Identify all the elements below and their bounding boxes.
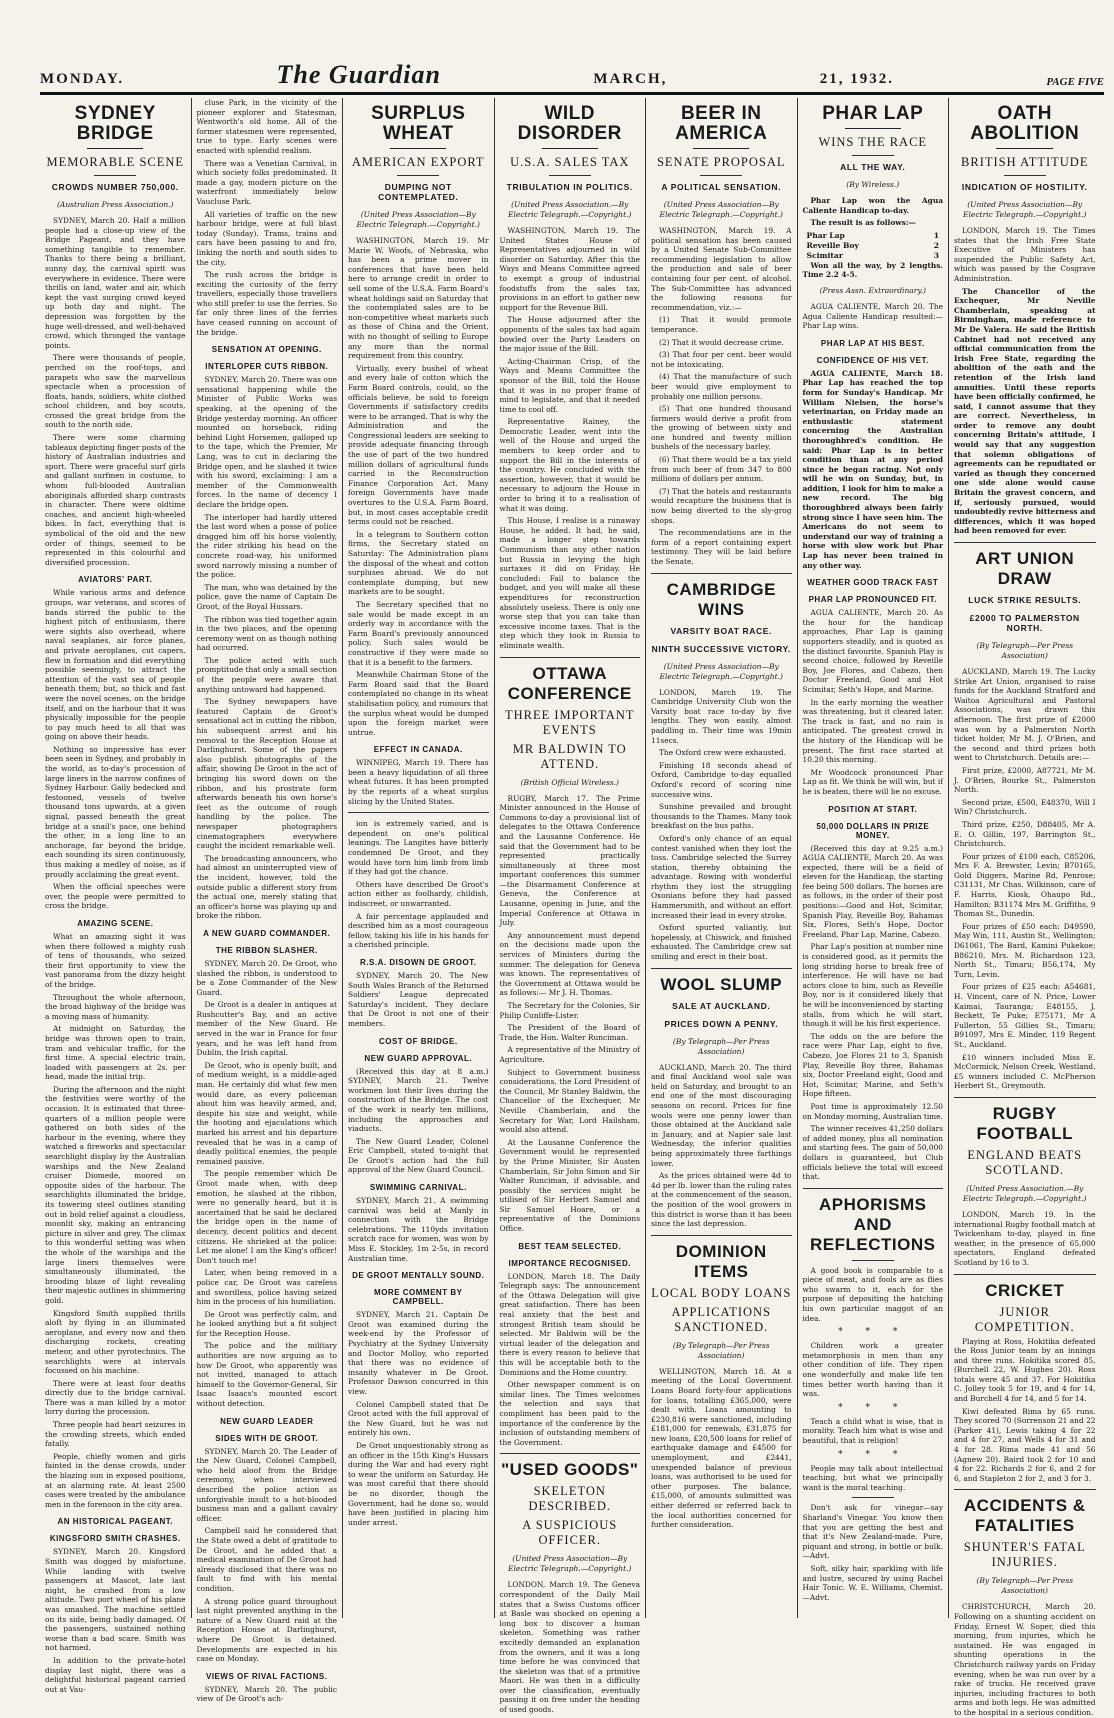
article-paragraph: Post time is approximately 12.50 on Monday morning, Australian time. — [802, 1101, 943, 1121]
article-paragraph: The man, who was detained by the police, gave the name of Captain De Groot, of the Royal Hussars. — [196, 582, 337, 611]
article-paragraph: A representative of the Ministry of Agriculture. — [499, 1045, 640, 1064]
divider — [390, 148, 446, 149]
article-paragraph: Others have described De Groot's action either as foolhardy, childish, indiscreet, or unwarranted. — [348, 879, 489, 908]
article-paragraph: SYDNEY, March 20. Kingsford Smith was dogged by misfortune. While landing with twelve passengers at Mascot, late last night, he crashed from a low altitude. Two port wheel of his plane was smashed. The machine settled on its side, being badly damaged. Of the passengers, sustained nothing worse than a bad scare. Smith was not harmed. — [45, 1547, 186, 1653]
article-paragraph: WASHINGTON, March 19. A political sensation has been caused by a United Senate Sub-Committee recommending legislation to allow the production and sale of beer containing four per cent. of alcohol. The Sub-Committee has advanced the following reasons for recommendation, viz.:— — [651, 226, 792, 312]
article-paragraph: A good book is comparable to a piece of meat, and fools are as flies who swarm to it, each for the purpose of depositing the hatching his own particular maggot of an idea. — [802, 1265, 943, 1323]
article-paragraph: The ribbon was tied together again in the two places, and the opening ceremony went on as though nothing had occurred. — [196, 614, 337, 653]
section-stars: * * * — [838, 1327, 908, 1338]
article-paragraph: De Groot was perfectly calm, and he looked anything but a fit subject for the Reception House. — [196, 1309, 337, 1338]
headline-art-union-draw: ART UNION DRAW — [975, 549, 1075, 588]
article-paragraph: The recommendations are in the form of a report containing expert testimony. They will be laid before the Senate. — [651, 528, 792, 566]
divider — [693, 148, 749, 149]
article-paragraph: Finishing 18 seconds ahead of Oxford, Cambridge to-day equalled Oxford's record of scoring nine successive wins. — [651, 760, 792, 799]
article-paragraph: LONDON, March 19. The Times states that the Irish Free State Executive of Ministers has suspended the Public Safety Act, which was passed by the Cosgrave Administration. — [954, 226, 1096, 283]
article-paragraph: The Chancellor of the Exchequer, Mr Neville Chamberlain, speaking at Birmingham, made reference to Mr De Valera. He said the British Cabinet had not received any official communication from the Irish Free State, regarding the abolition of the oath and the retention of the Irish land annuities. Until these reports have been officially confirmed, he said, I cannot assume that they are correct. Nevertheless, in order to remove any doubt concerning Britain's attitude, I would say that any suggestion that solemn obligations of agreements can be repudiated or varied as though they concerned one side alone would cause Britain the gravest concern, and if, seriously pursued, would undoubtedly revive bitterness and differences, which it was hoped had been removed for ever. — [954, 286, 1096, 536]
divider — [542, 148, 598, 149]
article-paragraph: LONDON, March 18. The Daily Telegraph says: The announcement of the Ottawa Delegation will give great satisfaction. There has been real anxiety that the best and strongest British team should be selected. Mr Baldwin will be the virtual leader of the delegation and there is every reason to believe that this will be acceptable both to the Dominions and the Home country. — [499, 1271, 640, 1377]
masthead-month: MARCH, — [593, 71, 668, 87]
credit-line: (United Press Association—By Electric Telegraph.—Copyright.) — [659, 661, 783, 681]
article-paragraph: During the afternoon and the night the festivities were worthy of the occasion. It is estimated that three-quarters of a million people were gathered on both sides of the harbour in the evening, where they watched a fireworks and spectacular searchlight display by the Australian warships and the New Zealand cruiser Diomede, moored on opposite sides of the harbour. The searchlights illuminated the bridge, its towering steel outlines standing out in bold relief against a cloudless, moonlit sky, making an entrancing picture in silver and grey. The climax to this wonderful setting was when the whole of the warships and the large liners themselves were simultaneously illuminated, the brooding blaze of light revealing their majestic outlines in shimmering gold. — [45, 1084, 186, 1305]
article-paragraph: The Secretary specified that no sale would be made except in an orderly way in accordance with the Farm Board's previously announced policy. Such sales would be constructive if they were made so that it is a benefit to the farmers. — [348, 599, 489, 667]
article-paragraph: (6) That there would be a tax yield from such beer of from 347 to 800 millions of dollars per annum. — [651, 455, 792, 484]
article-paragraph: SYDNEY, March 21. Captain De Groot was examined during the week-end by the Professor of Psychiatry at the Sydney University and Doctor Molloy, who reported that there was no evidence of insanity whatever in De Groot. Professor Dawson concurred in this view. — [348, 1310, 489, 1396]
article-paragraph: ion is extremely varied, and is dependent on one's political leanings. The Langites have bitterly condemned De Groot, and they would have torn him limb from limb if they had got the chance. — [348, 819, 489, 877]
article-paragraph: At midnight on Saturday, the bridge was thrown open to train, tram and vehicular traffic, for the first time. A special electric train, loaded with passengers at 2s. per head, made the initial trip. — [45, 1024, 186, 1082]
article-paragraph: Four prizes of £100 each, C85206, Mrs F. A. Brewster, Levin; B70165, Gold Diggers, Marine Rd, Penrose; C31131, Mr Chas. Wilkinson, care of F. Harris, Kiosk, Ohaupo Rd., Hamilton; B31174 Mrs M. Griffiths, 9 Thomas St., Dunedin. — [954, 851, 1096, 919]
column-6 — [798, 98, 950, 1618]
credit-line: (By Telegraph—Per Press Association) — [976, 641, 1074, 660]
article-paragraph: The rush across the bridge is exciting the curiosity of the ferry travellers, especially those travellers who still prefer to use the ferries. So far only three lines of the ferries have ceased running on account of the bridge. — [196, 270, 337, 337]
section-heading: NEW GUARD APPROVAL. — [364, 1053, 473, 1063]
masthead-day: MONDAY. — [40, 71, 125, 87]
article-paragraph: Oxford spurted valiantly, but hopelessly, at Chiswick, and finished exhausted. The Cambridge crew sat smiling and erect in their boat. — [651, 923, 792, 962]
article-paragraph: Won all the way, by 2 lengths. Time 2.2 4-5. — [802, 260, 943, 280]
section-heading: R.S.A. DISOWN DE GROOT. — [360, 957, 477, 967]
credit-line: (Press Assn. Extraordinary.) — [819, 285, 926, 295]
masthead-rule — [40, 94, 1104, 95]
divider — [651, 573, 792, 574]
article-paragraph: (2) That it would decrease crime. — [659, 337, 784, 347]
section-heading: PHAR LAP AT HIS BEST. — [820, 338, 925, 348]
divider — [700, 175, 742, 176]
article-paragraph: Sunshine prevailed and brought thousands to the Thames. Many took breakfast on the bus paths. — [651, 802, 792, 831]
article-paragraph: AUCKLAND, March 19. The Lucky Strike Art Union, organised to raise funds for the Auckland Stratford and Waitoa Agricultural and Pastoral Associations, was drawn this afternoon. The first prize of £2000 was won by a Palmerston North ticket holder, Mr M. J. O'Brien, and the second and third prizes both went to Christchurch. Details are:— — [954, 667, 1096, 763]
section-heading: WEATHER GOOD TRACK FAST — [807, 578, 939, 588]
result-place: 3 — [933, 250, 939, 260]
article-paragraph: The broadcasting announcers, who had almost an uninterrupted view of the incident, however, told the outside public a different story from the actual one, merely stating that an officer's horse was playing up and broke the ribbon. — [196, 853, 337, 921]
article-paragraph: The interloper had hardly uttered the last word when a posse of police dragged him off his horse violently, the rider striking his head on the concrete road-way, his uniformed sword narrowly missing a number of the police. — [196, 512, 337, 580]
article-paragraph: WASHINGTON, March 19. The United States House of Representatives adjourned in wild disorder on Saturday. After this the Ways and Means Committee agreed to exempt a group of industrial foodstuffs from the sales tax, provisions in an effort to gather new support for the Revenue Bill. — [499, 226, 640, 312]
article-paragraph: The Oxford crew were exhausted. — [659, 748, 786, 758]
subheadline: A SUSPICIOUS OFFICER. — [522, 1518, 618, 1548]
headline-ottawa-conference: OTTAWA CONFERENCE — [507, 663, 632, 703]
column-5 — [646, 98, 798, 1618]
result-place: 1 — [933, 230, 939, 240]
article-paragraph: The Sydney newspapers have featured Captain de Groot's sensational act in cutting the ribbon, his subsequent arrest and his removal to the Reception House at Darlinghurst. Some of the papers also publish photographs of the affair, showing De Groot in the act of bringing his sword down on the ribbon, and his prostrate form afterwards beneath his own horse's feet as the outcome of rough handling by the police. The newspaper photographers cinematographers everywhere caught the incident remarkable well. — [196, 697, 337, 851]
advertisement: Don't ask for vinegar—say Sharland's Vinegar. You know then that you are getting the best and that it's New Zealand-made. Pure, piquant and strong, in bottle or bulk.—Advt. — [802, 1503, 943, 1561]
article-paragraph: AGUA CALIENTE, March 20. The Agua Caliente Handicap resulted:—Phar Lap wins. — [802, 301, 943, 331]
headline-aphorisms: APHORISMS AND REFLECTIONS — [810, 1194, 936, 1254]
subheadline-small: PRICES DOWN A PENNY. — [664, 1018, 779, 1029]
subheadline: BRITISH ATTITUDE — [961, 155, 1089, 169]
headline-cambridge-wins: CAMBRIDGE WINS — [666, 579, 776, 619]
subheadline-small: DUMPING NOT CONTEMPLATED. — [378, 182, 459, 202]
subheadline-small: NINTH SUCCESSIVE VICTORY. — [651, 643, 791, 654]
section-heading: DE GROOT MENTALLY SOUND. — [352, 1271, 485, 1281]
article-paragraph: SYDNEY, March 20. De Groot, who slashed the ribbon, is understood to be a Zone Commander of the New Guard. — [196, 958, 337, 997]
section-heading: POSITION AT START. — [828, 804, 918, 814]
headline-wool-slump: WOOL SLUMP — [660, 974, 783, 994]
headline-surplus-wheat: SURPLUS WHEAT — [371, 103, 466, 144]
article-paragraph: Representative Rainey, the Democratic Leader, went into the well of the House and urged the members to keep order and to support the Bill in the interests of the country. He concluded with the assertion, however, that it would be necessary to adjourn the House in order to bring it to a realisation of what it was doing. — [499, 417, 640, 513]
article-paragraph: WASHINGTON, March 19. Mr Marie W. Woofs, of Nebraska, who has been a prime mover in conferences that have been held here to arrange credit in order to sell some of the U.S.A. Farm Board's wheat holdings said on Saturday that the contemplated sales are to be non-competitive wheat markets such as those of China and the Orient, with no thought of selling to Europe any more than the normal requirement from this country. — [348, 236, 489, 361]
credit-line: (United Press Association—By Electric Telegraph.—Copyright.) — [963, 200, 1087, 219]
section-stars: * * * — [838, 1449, 908, 1460]
article-paragraph: Later, when being removed in a police car, De Groot was careless and swordless, police having seized him in the process of his humiliation. — [196, 1268, 337, 1307]
section-heading: MORE COMMENT BY CAMPBELL. — [374, 1288, 463, 1307]
subheadline: MEMORABLE SCENE — [46, 155, 185, 169]
article-paragraph: This House, I realise is a runaway House, he added. It had, he said, made a longer step towards Communism than any other nation but Russia in levying the high surtaxes it did on Friday. He concluded: Fail to balance the budget, and you will make all these expenditures for reconstruction absolutely useless. There is only one worse step that you can take than excessive income taxes. That is the step which they took in Russia to eliminate wealth. — [499, 516, 640, 650]
article-paragraph: At the Lausanne Conference the Government would be represented by the Prime Minister, Sir Austen Chamberlain, Sir John Simon and Sir Walter Runciman, if advisable, and possibly the services might be utilised of Sir Herbert Samuel and Sir Samuel Hoare, or a representative of the Dominions Office. — [499, 1137, 640, 1234]
article-paragraph: AGUA CALIENTE, March 18. Phar Lap has reached the top form for Sunday's Handicap. Mr William Nielsen, the horse's veterinarian, on Friday made an enthusiastic statement concerning the Australian thoroughbred's condition. He said: Phar Lap is in better condition than at any period since he began racing. Not only will he win on Sunday, but, in addition, I look for him to make a new record. The big thoroughbred always been fairly strong since I have seen him. The Americans do not seem to understand our way of training a horse with slow work but Phar Lap has never been trained in any other way. — [802, 368, 943, 570]
subheadline-small: INDICATION OF HOSTILITY. — [961, 182, 1088, 192]
divider — [651, 1235, 792, 1236]
article-paragraph: Kiwi defeated Bima by 65 runs. They scored 70 (Sorrenson 21 and 22 (Parker 41), Lewis taking 4 for 22 and 4 for 27, and Wells 4 for 31 and 4 for 28. Rima made 41 and 56 (Agnew 20). Baird took 2 for 10 and 4 for 22. Richards 2 for 6, and 2 for 6, and Stapleton 2 for 2, and 3 for 3. — [954, 1406, 1096, 1483]
article-paragraph: Nothing so impressive has ever been seen in Sydney, and probably in the world, as to-day's procession of large liners in the narrow confines of Sydney Harbour. Gaily bedecked and festooned, vessels of twelve thousand tons upwards, at a given signal, passed beneath the great bridge at a snail's pace, one behind the other, in a long line to an anchorage, far beyond the bridge, each sounding its siren continuously, thus making a medley of noise, as if proudly acclaiming the great event. — [45, 744, 186, 879]
divider — [954, 542, 1096, 543]
divider — [651, 968, 792, 969]
article-paragraph: RUGBY, March 17. The Prime Minister announced in the House of Commons to-day a provisional list of delegates to the Ottawa Conference and the Lausanne Conference. He said that the Government had to be represented practically simultaneously at three most important conferences this summer—the Disarmament Conference at Geneva, the Conference at Lausanne, opening in June, and the Imperial Conference at Ottawa in July. — [499, 793, 640, 928]
race-result-row — [803, 241, 944, 251]
headline-used-goods: "USED GOODS" — [501, 1460, 639, 1480]
section-heading: SIDES WITH DE GROOT. — [215, 1433, 319, 1443]
article-paragraph: (4) That the manufacture of such beer would give employment to probably one million persons. — [651, 372, 792, 401]
section-heading: A NEW GUARD COMMANDER. — [203, 928, 331, 938]
article-paragraph: When the official speeches were over, the people were permitted to cross the bridge. — [45, 882, 186, 911]
article-paragraph: De Groot is a dealer in antiques at Rushcutter's Bay, and an active member of the New Guard. He served in the war in France for four years, and he was left hand from Dublin, the Irish capital. — [196, 1000, 337, 1058]
article-paragraph: Third prize, £250, D88405, Mr A. E. O. Gillin, 197, Barrington St., Christchurch. — [954, 819, 1096, 849]
article-paragraph: The police and the military authorities are now arguing as to how De Groot, who apparently was not invited, managed to attach himself to the Governor-General, Sir Isaac Isaacs's mounted escort without detection. — [196, 1341, 337, 1409]
section-heading: AMAZING SCENE. — [77, 918, 154, 928]
article-paragraph: De Groot unquestionably strong as an officer in the 15th King's Hussars during the War and had every right to wear the uniform on Saturday. He was most careful that there should be no disorder, though the Government, had he done so, would have been justified in placing him under arrest. — [348, 1440, 489, 1527]
divider — [852, 1260, 894, 1261]
article-paragraph: Teach a child what is wise, that is morality. Teach him what is wise and beautiful, that is religion! — [802, 1416, 943, 1445]
subheadline: JUNIOR COMPETITION. — [974, 1304, 1075, 1334]
credit-line: (United Press Association.—By Electric Telegraph.—Copyright.) — [508, 200, 632, 219]
column-3 — [343, 98, 495, 1618]
divider — [549, 175, 591, 176]
section-stars: * * * — [838, 1402, 908, 1413]
result-horse: Reveille Boy — [806, 240, 859, 250]
credit-line: (By Telegraph—Per Press Association) — [976, 1576, 1074, 1596]
section-heading: NEW GUARD LEADER — [220, 1416, 314, 1426]
article-paragraph: A fair percentage applauded and described him as a most courageous fellow, taking his life in his hands for a cherished principle. — [348, 911, 489, 950]
article-paragraph: People may talk about intellectual teaching, but what we principally want is the moral teaching. — [802, 1463, 943, 1492]
article-paragraph: As the prices obtained were 4d to 4d per lb. lower than the ruling rates at the commencement of the season, the position of the wool growers in this district is worse than it has been since the last depression. — [651, 1171, 792, 1229]
article-paragraph: Phar Lap's position at number nine is considered good, as it permits the long striding horse to break free of interference. He will have no bad actors close to him, such as Reveille Boy, nor is it considered likely that he will be inconvenienced by starting stalls, from which he will start, though it will be his first experience. — [802, 942, 943, 1029]
advertisement: Soft, silky hair, sparkling with life and lustre, secured by using Rachel Hair Tonic. W. E. Williams, Chemist.—Advt. — [802, 1563, 943, 1602]
headline-rugby-football: RUGBY FOOTBALL — [976, 1103, 1074, 1143]
race-result-row — [803, 251, 944, 261]
article-paragraph: LONDON, March 19. In the international Rugby football match at Twickenham to-day, played in fine weather, in the presence of 65,000 spectators, England defeated Scotland by 16 to 3. — [954, 1209, 1096, 1267]
article-paragraph: The President of the Board of Trade, the Hon. Walter Runciman. — [499, 1023, 640, 1042]
section-heading: SWIMMING CARNIVAL. — [369, 1183, 467, 1193]
article-paragraph: The result is as follows:— — [810, 218, 916, 228]
credit-line: (By Telegraph—Per Press Association) — [672, 1036, 770, 1056]
subheadline-small: ALL THE WAY. — [840, 162, 906, 172]
article-paragraph: De Groot, who is openly built, and of medium weight, is a middle-aged man. He certainly did what few men would dare, as every policeman about him was heavily armed, and, despite his size and weight, while the hooting and ejaculations which marked his arrest and his departure revealed that he was in a camp of deadly political enemies, the people remained passive. — [196, 1060, 337, 1166]
article-paragraph: In the early morning the weather was threatening, but it cleared later. The track is fast, and no rain is anticipated. The greatest crowd in the history of the Handicap will be present. The first race started at 10.20 this morning. — [802, 697, 943, 765]
article-paragraph: (7) That the hotels and restaurants would recapture the business that is now being diverted to the sly-grog shops. — [651, 486, 792, 525]
section-heading: KINGSFORD SMITH CRASHES. — [49, 1534, 181, 1544]
article-paragraph: The police acted with such promptitude that only a small section of the people were aware that anything untoward had happened. — [196, 655, 337, 694]
masthead — [40, 58, 1104, 94]
article-paragraph: (3) That four per cent. beer would not be intoxicating. — [651, 350, 792, 369]
divider — [500, 1453, 641, 1454]
article-paragraph: Playing at Ross, Hokitika defeated the Ross Junior team by an innings and three runs. Hokitika scored 85, (Burchell 22, W. Hughes 20). Ross totals were 45 and 37. For Hokitika C. Jolley took 5 for 19, and 4 for 14, and Burchell 4 for 14, and 5 for 14. — [954, 1336, 1096, 1404]
divider — [852, 1497, 894, 1498]
section-heading: COST OF BRIDGE. — [378, 1036, 458, 1046]
article-paragraph: There were at least four deaths directly due to the bridge carnival. There was a man killed by a motor lorry during the procession. — [45, 1378, 186, 1417]
subheadline: AMERICAN EXPORT — [351, 155, 485, 169]
article-paragraph: The Secretary for the Colonies, Sir Philip Cunliffe-Lister. — [499, 1001, 640, 1020]
article-paragraph: Campbell said he considered that the State owed a debt of gratitude to De Groot, and he added that a medical examination of De Groot had already disclosed that there was no fault to find with his mental condition. — [196, 1526, 337, 1593]
article-paragraph: Mr Woodcock pronounced Phar Lap as fit. We think he will win, but if he is beaten, there will be no excuse. — [802, 767, 943, 796]
subheadline: THREE IMPORTANT EVENTS — [504, 707, 635, 737]
article-paragraph: Children work a greater metamorphosis in men than any other condition of life. They ripen one wonderfully and make life ten times better worth having than it was. — [802, 1341, 943, 1399]
article-paragraph: Four prizes of £50 each: D49590, May Win, 111, Austin St., Wellington; D61061, The Bard, Kamini Pukekoe; B86210, Mrs. M. Richardson 123, North St., Timaru; B56,174, My Turn, Levin. — [954, 921, 1096, 979]
column-1 — [40, 98, 192, 1694]
headline-dominion-items: DOMINION ITEMS — [675, 1241, 767, 1281]
subheadline: ENGLAND BEATS SCOTLAND. — [967, 1147, 1083, 1177]
column-4 — [495, 98, 647, 1715]
article-paragraph: (Received this day at 8 a.m.) SYDNEY, March 21. Twelve workmen lost their lives during the construction of the Bridge. The cost of the work is nearly ten millions, including the approaches and viaducts. — [348, 1066, 489, 1134]
article-paragraph: In a telegram to Southern cotton firms, the Secretary stated on Saturday: The Administration plans the disposal of the wheat and cotton surpluses abroad. We do not contemplate dumping, but new markets are to be sought. — [348, 529, 489, 597]
article-paragraph: AGUA CALIENTE, March 20. As the hour for the handicap approaches, Phar Lap is gaining supporters steadily, and is quoted as the distinct favourite. Spanish Play is second choice, followed by Reveille Boy, Joe Flores, and Cabezo, then Doctor Freeland, Good and Hot Scimitar, Seth's Hope, and Marine. — [802, 608, 943, 694]
subheadline: APPLICATIONS SANCTIONED. — [671, 1304, 771, 1334]
columns — [40, 98, 1104, 1717]
section-heading: EFFECT IN CANADA. — [373, 745, 463, 755]
article-paragraph: First prize, £2000, A87721, Mr M. J. O'Brien, Bourke St., Palmerston North. — [954, 765, 1096, 795]
article-paragraph: Throughout the whole afternoon, the broad highway of the bridge was a moving mass of humanity. — [45, 992, 186, 1021]
subheadline-small: LUCK STRIKE RESULTS. — [968, 595, 1082, 605]
subheadline-small: VARSITY BOAT RACE. — [670, 625, 772, 636]
divider — [996, 148, 1053, 149]
subheadline: LOCAL BODY LOANS — [651, 1285, 792, 1300]
headline-cricket: CRICKET — [985, 1280, 1065, 1300]
article-paragraph: SYDNEY, March 20. The Leader of the New Guard, Colonel Campbell, who held aloof from the Bridge ceremony, when interviewed described the police action as unforgivable insult to a hot-blooded business man and a gallant cavalry officer. — [196, 1446, 337, 1523]
credit-line: (By Wireless.) — [846, 180, 900, 189]
article-paragraph: Virtually, every bushel of wheat and every bale of cotton which the Farm Board controls, could, so the officials believe, be sold to foreign Governments if satisfactory credits were to be arranged. That is why the Administration and the Congressional leaders are seeking to provide adequate financing through the use of part of the two hundred million dollars of agricultural funds carried in the Reconstruction Finance Corporation Act. Many foreign Governments have made overtures to the U.S.A. Farm Board, but, in most cases acceptable credit terms could not be reached. — [348, 363, 489, 527]
section-heading: SENSATION AT OPENING. — [211, 345, 322, 355]
credit-line: (Australian Press Association.) — [57, 200, 174, 209]
article-paragraph: Meanwhile Chairman Stone of the Farm Board said that the Board contemplated no change in its wheat stabilisation policy, and rumours that the surplus wheat would be dumped upon the foreign market were untrue. — [348, 670, 489, 737]
article-paragraph: LONDON, March 19. The Cambridge University Club won the Varsity boat race to-day by five lengths. They won easily, almost paddling in. Their time was 19min 11secs. — [651, 687, 792, 745]
masthead-page: PAGE FIVE — [1046, 76, 1104, 88]
column-2 — [192, 98, 344, 1704]
article-paragraph: Oxford's only chance of an equal contest vanished when they lost the toss. Cambridge selected the Surrey station, thereby obtaining the advantage. Rowing with wonderful rhythm they lost the struggling Oxonians before they had passed Hammersmith, and without an effort increased their lead in every stroke. — [651, 833, 792, 920]
subheadline-small: A POLITICAL SENSATION. — [661, 182, 782, 192]
divider — [954, 1274, 1096, 1275]
subheadline-small: TRIBULATION IN POLITICS. — [506, 182, 633, 192]
section-heading: IMPORTANCE RECOGNISED. — [508, 1258, 631, 1268]
section-heading: BEST TEAM SELECTED. — [518, 1241, 622, 1251]
section-heading: 50,000 DOLLARS IN PRIZE MONEY. — [816, 821, 930, 840]
divider — [500, 657, 641, 658]
race-result-row — [803, 231, 944, 241]
article-paragraph: (Received this day at 9.25 a.m.) AGUA CALIENTE, March 20. As was expected, there will be a field of eleven for the Handicap, the starting fee being 500 dollars. The horses are as follows, in the order of their post positions:—Good and Hot, Scimitar, Spanish Play, Reveille Boy, Bahamas Six, Flores, Seth's Hope, Doctor Freeland, Phar Lap, Marine, Cabezo. — [802, 843, 943, 939]
headline-wild-disorder: WILD DISORDER — [517, 103, 622, 144]
subheadline: SKELETON DESCRIBED. — [528, 1484, 612, 1514]
article-paragraph: £10 winners included Miss E. McCormick, Nelson Creek, Westland. £5 winners included C. McPherson Herbert St., Greymouth. — [954, 1052, 1096, 1091]
article-paragraph: LONDON, March 19. The Geneva correspondent of the Daily Mail states that a Swiss Customs officer at Basle was shocked on opening a long box to discover a human skeleton. Something was rather excitedly demanded an explanation from the owners, and it was a long time before he was convinced that the skeleton was that of a primitive Maori. He was then in a difficulty over the classification, eventually passing it on free under the heading of used goods. — [499, 1580, 640, 1715]
article-paragraph: WELLINGTON, March 18. At a meeting of the Local Government Loans Board forty-four applications for loans, totalling £365,000, were dealt with. Loans amounting to £230,816 were sanctioned, including £181,000 for renewals, £31,875 for new loans, £20,500 loans for relief of earthquake damage and £4500 for unemployment, and £2441, unexpended balance of previous loans, was authorised to be used for other purposes. The balance, £15,000, of amounts submitted was either deferred or referred back to the local authorities concerned for further consideration. — [651, 1366, 792, 1530]
subheadline: SHUNTER'S FATAL INJURIES. — [963, 1540, 1086, 1570]
article-paragraph: Acting-Chairman Crisp, of the Ways and Means Committee the sponsor of the Bill, told the House that it was in no proper frame of mind to legislate, and that it needed time to cool off. — [499, 356, 640, 414]
masthead-title: The Guardian — [276, 60, 441, 89]
article-paragraph: The winner receives 41,250 dollars of added money, plus all nomination and starting fees. The gain of 50,000 dollars is guaranteed, but Club officials believe the total will exceed that. — [802, 1124, 943, 1182]
divider — [852, 155, 894, 156]
headline-sydney-bridge: SYDNEY BRIDGE — [74, 103, 156, 144]
divider — [845, 128, 901, 129]
article-paragraph: There was a Venetian Carnival, in which society folks predominated. It made a gay, modern picture on the waterfront immediately below Vaucluse Park. — [196, 158, 337, 206]
section-heading: PHAR LAP PRONOUNCED FIT. — [808, 595, 937, 605]
article-paragraph: There were thousands of people, perched on the roof-tops, and parapets who saw the marvellous spectacle when a procession of floats, bands, soldiers, white clothed school children, and boy scouts, crossed the great bridge from the south to the north side. — [45, 353, 186, 430]
result-place: 2 — [933, 240, 939, 250]
subheadline-small: SALE AT AUCKLAND. — [672, 1000, 771, 1011]
headline-oath-abolition: OATH ABOLITION — [970, 103, 1080, 144]
credit-line: (British Official Wireless.) — [520, 777, 619, 787]
section-heading: AVIATORS' PART. — [78, 575, 153, 585]
divider — [1004, 175, 1046, 176]
subheadline: U.S.A. SALES TAX — [510, 155, 630, 169]
credit-line: (By Telegraph—Per Press Association) — [672, 1340, 770, 1360]
article-paragraph: CHRISTCHURCH, March 20. Following on a shunting accident on Friday, Ernest W. Soper, died this morning, from injuries, which he sustained. He was engaged in shunting operations in the Christchurch railway yards on Friday evening, when he was run over by a rake of trucks. He received grave injuries, including fractures to both arms and both legs. He was admitted to the hospital in a serious condition. — [954, 1602, 1096, 1717]
article-paragraph: Phar Lap won the Agua Caliente Handicap to-day. — [802, 196, 943, 215]
article-paragraph: Any announcement must depend on the decisions made upon the services of Ministers during the summer. The delegation for Geneva was known. The representatives of the Government at Ottawa would be as follows:— Mr J. H. Thomas. — [499, 930, 640, 998]
article-paragraph: SYDNEY, March 21. A swimming carnival was held at Manly in connection with the Bridge celebrations. The 110yds invitation scratch race for women, was won by Miss E. Stockley, 1m 2-5s, in record Australian time. — [348, 1196, 489, 1263]
subheadline-small: £2000 TO PALMERSTON NORTH. — [969, 613, 1080, 633]
subheadline-small: CROWDS NUMBER 750,000. — [51, 182, 179, 192]
divider — [954, 1489, 1096, 1490]
credit-line: (United Press Association—By Electric Telegraph.—Copyright.) — [508, 1554, 632, 1574]
divider — [87, 148, 143, 149]
headline-phar-lap: PHAR LAP — [822, 103, 924, 124]
article-paragraph: Colonel Campbell stated that De Groot acted with the full approval of the New Guard, but he was not entirely his own. — [348, 1399, 489, 1438]
divider — [94, 175, 136, 176]
article-paragraph: (5) That one hundred thousand farmers would derive a profit from the growing of between sixty and one hundred and twenty million bushels of the necessary barley. — [651, 404, 792, 452]
article-paragraph: SYDNEY, March 20. Half a million people had a close-up view of the Bridge Pageant, and they have something tangible to remember. Thanks to there being a brilliant, sunny day, the carnival spirit was everywhere in evidence. There were thrills on land, water and air, which kept the vast surging crowd keyed up both day and night. The depression was forgotten by the huge well-dressed, and well-behaved crowd, which thronged the vantage points. — [45, 216, 186, 350]
article-paragraph: Second prize, £500, E48370, Will I Win? Christchurch. — [954, 797, 1096, 817]
article-paragraph: SYDNEY, March 20. There was one sensational happening while the Minister of Public Works was speaking, at the opening of the Bridge yesterday morning. An officer mounted on horseback, riding behind Light Horsemen, galloped up to the tape, which the Premier, Mr Lang, was to cut in declaring the Bridge open, and he slashed it twice with his sword, exclaiming: I am a member of the Commonwealth forces. In the name of decency I declare the bridge open. — [196, 375, 337, 509]
subheadline: MR BALDWIN TO ATTEND. — [512, 741, 627, 771]
section-heading: CONFIDENCE OF HIS VET. — [816, 355, 929, 365]
section-heading: THE RIBBON SLASHER. — [215, 945, 318, 955]
divider — [397, 175, 439, 176]
credit-line: (United Press Association—By Electric Telegraph.—Copyright.) — [356, 210, 480, 229]
article-paragraph: The House adjourned after the opponents of the sales tax had again bowled over the Party Leaders on the major issue of the Bill. — [499, 315, 640, 354]
headline-beer-in-america: BEER IN AMERICA — [675, 103, 768, 144]
divider — [803, 1188, 944, 1189]
masthead-date: 21, 1932. — [819, 71, 895, 87]
result-horse: Scimitar — [806, 250, 843, 260]
article-paragraph: The odds on the are before the race were Phar Lap, eight to five, Cabezo, Joe Flores 21 to 3, Spanish Play, Reveille Boy three, Bahamas six, Doctor Freeland eight, Good and Hot, Scimitar, Marine, and Seth's Hope fifteen. — [802, 1031, 943, 1099]
article-paragraph: AUCKLAND, March 20. The third and final Auckland wool sale was held on Saturday, and brought to an end one of the most discouraging seasons on record. Prices for fine wools were one penny lower than those obtained at the Auckland sale in January, and at Napier sale last Wednesday, the inferior qualities being approximately three farthings lower. — [651, 1062, 792, 1168]
credit-line: (United Press Association.—By Electric Telegraph.—Copyright.) — [963, 1183, 1087, 1203]
article-paragraph: (1) That it would promote temperance. — [651, 315, 792, 334]
article-paragraph: SYDNEY, March 20. The public view of De Groot's ach- — [196, 1684, 337, 1704]
subheadline: WINS THE RACE — [818, 135, 928, 149]
section-heading: INTERLOPER CUTS RIBBON. — [205, 362, 329, 372]
article-paragraph: People, chiefly women and girls fainted in the dense crowds, under the blazing sun in exposed positions, at an alarming rate. At least 2500 cases were treated by the ambulance men in the forenoon in the city area. — [45, 1451, 186, 1509]
section-heading: AN HISTORICAL PAGEANT. — [57, 1517, 173, 1527]
article-paragraph: What an amazing sight it was when there followed a mighty rush of tens of thousands, who seized their first opportunity to view the vast panorama from the dizzy height of the bridge. — [45, 931, 186, 989]
article-paragraph: Four prizes of £25 each: A54681, H. Vincent, care of N. Price, Lower Kaimai, Tauranga; E48155, J. Beckett, Te Puke; E75171, Mr A Fullerton, 55 Gillies St., Timaru; B91097, Mrs E. Minder, 119 Regent St., Auckland. — [954, 982, 1096, 1049]
result-horse: Phar Lap — [806, 230, 845, 240]
credit-line: (United Press Association—By Electric Telegraph.—Copyright.) — [659, 200, 783, 219]
article-paragraph: SYDNEY, March 20. The New South Wales Branch of the Returned Soldiers' League deprecated Saturday's incident. They declare that De Groot is not one of their members. — [348, 970, 489, 1028]
article-paragraph: WINNIPEG, March 19. There has been a heavy liquidation of all three wheat futures. It has been prompted by the reports of a wheat surplus slicing by the United States. — [348, 758, 489, 806]
article-paragraph: Kingsford Smith supplied thrills aloft by flying in an illuminated aeroplane, and every now and then discharging rockets, creating meteor, and other pyrotechnics. The searchlights were at intervals focussed on his machine. — [45, 1308, 186, 1376]
article-paragraph: Three people had heart seizures in the crowding streets, which ended fatally. — [45, 1420, 186, 1449]
article-paragraph: The people remember which De Groot made when, with deep emotion, he slashed at the ribbon, were no generally heard, but it is ascertained that he said he declared the bridge open in the name of decency, decent politics and decent citizens. He shrieked at the police: Let me alone! I am the King's officer! Don't touch me! — [196, 1169, 337, 1265]
article-paragraph: Subject to Government business considerations, the Lord President of the Council, Mr Stanley Baldwin, the Chancellor of the Exchequer, Mr Neville Chamberlain, and the Secretary for War, Lord Hailsham, would also attend. — [499, 1067, 640, 1135]
article-paragraph: All varieties of traffic on the new harbour bridge, were at full blast today (Sunday). Trams, trains and cars have been passing to and fro, linking the north and south sides to the city. — [196, 209, 337, 267]
article-paragraph: While various arms and defence groups, war veterans, and scores of bands stirred the public to the highest pitch of enthusiasm, there were sights also overhead, where naval seaplanes, air force planes, and private aeroplanes, cut capers, flew in formation and did everything possible seemingly, to attract the attention of the vast sea of people beneath them; but, so thick and fast were the novel scenes, on the bridge itself, and on the harbour that it was physically impossible for the people to pay much heed to all that was going on above their heads. — [45, 588, 186, 742]
subheadline: SENATE PROPOSAL — [656, 155, 786, 169]
headline-accidents-fatalities: ACCIDENTS & FATALITIES — [963, 1496, 1086, 1536]
column-7 — [949, 98, 1101, 1717]
divider — [954, 1097, 1096, 1098]
divider — [348, 812, 489, 813]
section-heading: VIEWS OF RIVAL FACTIONS. — [206, 1671, 328, 1681]
article-paragraph: cluse Park, in the vicinity of the pioneer explorer and Statesman, Wentworth's old home. All of the former statesmen were represented, true to type. Early scenes were enacted with splendid realism. — [196, 98, 337, 155]
article-paragraph: A strong police guard throughout last night prevented anything in the nature of a New Guard raid at the Reception House at Darlinghurst, where De Groot is detained. Developments are expected in his case on Monday. — [196, 1596, 337, 1664]
article-paragraph: In addition to the private-hotel display last night, there was a delightful historical pageant carried out at Vau- — [45, 1655, 186, 1694]
article-paragraph: There were some charming tableaux depicting finger posts of the history of Australian industries and sport. There were graceful surf girls and gallant surfmen in costume, to whom full-blooded Australian aboriginals afforded sharp contrasts in character. There were oldtime coaches, and ancient high-wheeled bikes. In fact, everything that is symbolical of the old and the new order of things, seemed to be represented in this colourful and diversified procession. — [45, 433, 186, 567]
article-paragraph: Other newspaper comment is on similar lines. The Times welcomes the selection and says that compliment has been paid to the importance of the conference by the inclusion of outstanding members of the Government. — [499, 1380, 640, 1447]
article-paragraph: The New Guard Leader, Colonel Eric Campbell, stated to-night that De Groot's action had the full approval of the New Guard Council. — [348, 1136, 489, 1175]
